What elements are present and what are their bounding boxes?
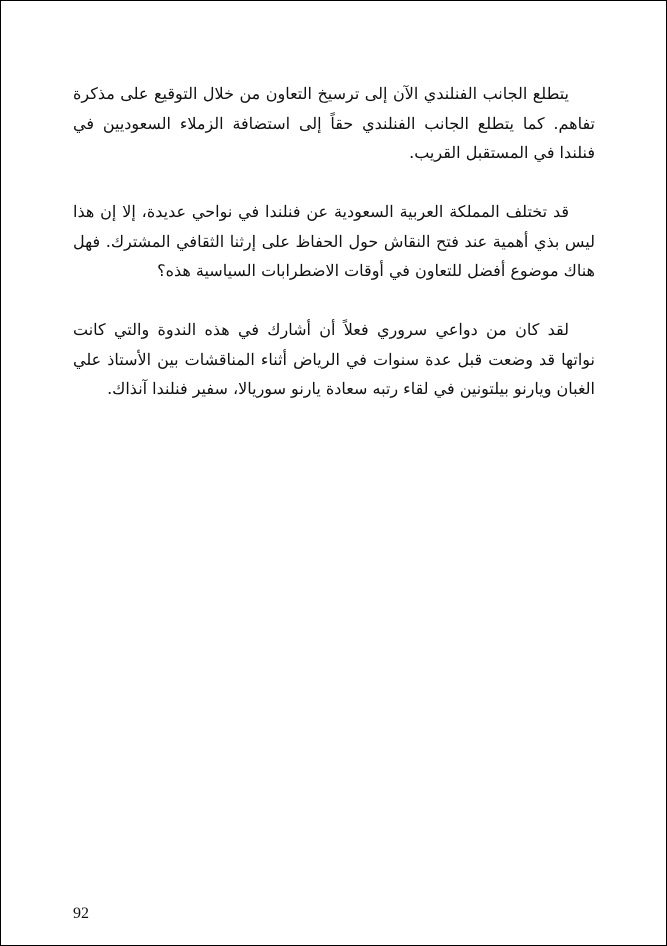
page-number: 92: [73, 905, 89, 922]
paragraph-2: قد تختلف المملكة العربية السعودية عن فنلندا في نواحي عديدة، إلا إن هذا ليس بذي أهمية عند فتح النقاش حول الحفاظ على إرثنا الثقافي المشترك. فهل هناك موضوع أفضل للتعاون في أوقات الاضطرابات السياسية هذه؟: [73, 202, 595, 280]
body-text: [73, 79, 595, 433]
paragraph-3: لقد كان من دواعي سروري فعلاً أن أشارك في هذه الندوة والتي كانت نواتها قد وضعت قبل عدة سنوات في الرياض أثناء المناقشات بين الأستاذ علي الغبان ويارنو بيلتونين في لقاء رتبه سعادة يارنو سوريالا، سفير فنلندا آنذاك.: [73, 320, 595, 398]
paragraph-1: يتطلع الجانب الفنلندي الآن إلى ترسيخ التعاون من خلال التوقيع على مذكرة تفاهم. كما يتطلع الجانب الفنلندي حقاً إلى استضافة الزملاء السعوديين في فنلندا في المستقبل القريب.: [73, 84, 595, 162]
